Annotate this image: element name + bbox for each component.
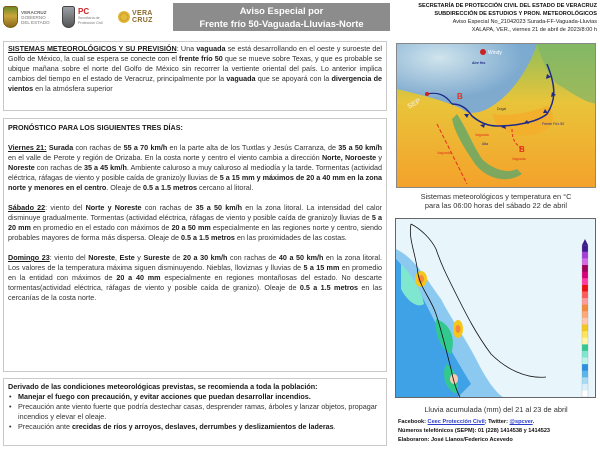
highlight: 40 a 50 km/h	[278, 253, 324, 262]
colorbar-swatch	[582, 384, 588, 391]
logo-vc-word1: VERA	[132, 10, 153, 17]
text: en la parte alta de los Tuxtlas y Jesús Carranza, de	[167, 143, 339, 152]
rainfall-map	[395, 218, 596, 398]
map-label: Aire frío	[472, 61, 486, 65]
day-label: Viernes 21:	[8, 143, 47, 152]
highlight: Norte y Noreste	[85, 203, 142, 212]
agency-notice-number: Aviso Especial No_21042023 Surada-FF-Vaguada-Lluvias	[452, 19, 597, 25]
colorbar-swatch	[582, 285, 588, 292]
text: .	[333, 422, 336, 431]
systems-panel	[3, 41, 387, 111]
twitter-label: ; Twitter:	[484, 419, 510, 425]
systems-heading: SISTEMAS METEOROLÓGICOS Y SU PREVISIÓN	[8, 44, 177, 53]
text: en la zona litoral. Los valores de la temperatura máxima siguen disminuyendo. Nieblas, lloviznas y lluvias de	[8, 253, 382, 272]
text: . Ambiente caluroso a muy caluroso al mediodía y la tarde. Tormentas (actividad eléctrica, ráfagas de viento y posible caída de granizo)y lluvias de	[8, 163, 382, 182]
low-pressure-label: B	[457, 92, 463, 101]
colorbar-swatch	[582, 377, 588, 384]
highlight: Noreste	[8, 163, 35, 172]
text: en las proximidades de las costas.	[234, 233, 347, 242]
logo-proteccion-civil	[62, 4, 103, 30]
text: en la zona litoral. La intensidad del calor disminuye gradualmente. Tormentas (actividad eléctrica, ráfagas de viento y posible caída de granizo)y lluvias de	[8, 203, 382, 222]
colorbar-swatch	[582, 351, 588, 358]
colorbar-swatch	[582, 324, 588, 331]
logo-veracruz-text	[132, 10, 153, 24]
colorbar-swatch	[582, 245, 588, 252]
logo-gob-line1: VERACRUZ	[21, 9, 47, 15]
text: especialmente en las regiones norte y centro, siendo probables mayores de forma más dispersa. Oleaje de	[8, 223, 383, 242]
facebook-link[interactable]: Ceec Protección Civil	[427, 419, 485, 425]
windy-brand: Windy	[488, 50, 502, 56]
sun-emblem-icon	[118, 11, 130, 23]
forecast-saturday	[8, 203, 382, 243]
highlight: 35 a 50 km/h	[195, 203, 242, 212]
map-label: Vaguada	[437, 151, 451, 155]
logo-veracruz	[118, 4, 153, 30]
logo-gob-line3: DEL ESTADO	[21, 19, 50, 25]
map-label: Frente Frío 50	[542, 122, 565, 126]
forecast-sunday	[8, 253, 382, 303]
highlight: 0.5 a 1.5 metros	[180, 233, 235, 242]
text: con rachas de	[227, 253, 279, 262]
highlight: crecidas de ríos y arroyos, deslaves, derrumbes y deslizamientos de laderas	[71, 422, 334, 431]
text: . Oleaje de	[106, 183, 144, 192]
highlight: Sureste	[143, 253, 170, 262]
logo-pc-text	[78, 8, 103, 26]
highlight: Este	[119, 253, 135, 262]
agency-info	[398, 2, 597, 34]
day-label: Sábado 22	[8, 203, 46, 212]
forecast-panel	[3, 118, 387, 372]
highlight: 35 a 50 km/h	[338, 143, 382, 152]
map-label: Alta	[482, 142, 489, 146]
colorbar-swatch	[582, 338, 588, 345]
colorbar-swatch	[582, 364, 588, 371]
highlight: 5 a 20 mm	[8, 213, 382, 232]
rainfall-map-caption: Lluvia acumulada (mm) del 21 al 23 de abril	[424, 405, 568, 414]
highlight: 20 a 40 mm	[116, 273, 161, 282]
colorbar-swatch	[582, 304, 588, 311]
recommendation-item	[8, 422, 382, 432]
text: especialmente en regiones montañosas del estado. No descarte tormentas(actividad eléctrica, ráfagas de viento y posible caída de granizo). Oleaje de	[8, 273, 383, 292]
text: con rachas de	[34, 163, 85, 172]
veracruz-shield-icon	[3, 6, 18, 28]
text: con rachas de	[141, 203, 196, 212]
forecast-friday	[8, 143, 382, 193]
highlight: Noreste	[88, 253, 115, 262]
text: en promedio en el estado con máximos de	[30, 223, 172, 232]
map-label: Vaguada	[512, 157, 526, 161]
highlight: 5 a 15 mm y máximos de 20 a 40 mm en la zona norte y menores en el centro	[8, 173, 382, 192]
recommendation-text: Precaución ante	[18, 422, 72, 431]
weather-map-svg	[397, 44, 596, 188]
highlight: 20 a 30 km/h	[182, 253, 228, 262]
text: de	[169, 253, 183, 262]
logo-pc-abbr: PC	[78, 7, 90, 16]
highlight: frente frío 50	[179, 54, 223, 63]
agency-line2: SUBDIRECCIÓN DE ESTUDIOS Y PRON. METEOROLÓGICOS	[434, 11, 597, 17]
logo-gobierno-veracruz	[3, 4, 50, 30]
windy-logo-icon	[480, 49, 486, 55]
text: y	[134, 253, 144, 262]
rain-max-orange	[456, 325, 461, 333]
text: en la atmósfera superior	[33, 84, 113, 93]
highlight: Norte, Noroeste	[321, 153, 377, 162]
text: : viento del	[49, 253, 89, 262]
text: y	[376, 153, 383, 162]
text: en promedio en la entidad con máximos de	[8, 263, 383, 282]
text: cercano al litoral.	[196, 183, 254, 192]
caption-line2: para las 06:00 horas del sábado 22 de abril	[424, 201, 568, 210]
logo-gob-line2: GOBIERNO	[21, 14, 46, 20]
logo-vc-word2: CRUZ	[132, 17, 153, 24]
contact-footer	[398, 418, 598, 445]
twitter-link[interactable]: @spcver	[509, 419, 533, 425]
page-title	[173, 3, 390, 31]
low-pressure-label: B	[519, 145, 525, 154]
colorbar-swatch	[582, 271, 588, 278]
recommendations-panel	[3, 378, 387, 446]
colorbar-swatch	[582, 258, 588, 265]
header	[0, 0, 600, 40]
recommendation-text: Manejar el fuego con precaución, y evitar acciones que puedan desarrollar incendios.	[18, 392, 311, 401]
highlight: 0.5 a 1.5 metros	[143, 183, 197, 192]
colorbar-swatch	[582, 371, 588, 378]
highlight: 35 a 45 km/h	[84, 163, 127, 172]
colorbar-swatch	[582, 331, 588, 338]
weather-map-caption	[392, 192, 600, 210]
phone-numbers: Números telefónicos (SEPM): 01 (228) 1414538 y 1414523	[398, 428, 551, 434]
map-label: Vaguada	[475, 133, 489, 137]
colorbar-swatch	[582, 252, 588, 259]
colorbar-swatch	[582, 298, 588, 305]
logo-pc-line2: Protección Civil	[78, 21, 103, 25]
colorbar-swatch	[582, 318, 588, 325]
colorbar-swatch	[582, 390, 588, 397]
highlight: 20 a 50 mm	[171, 223, 211, 232]
highlight: 0.5 a 1.5 metros	[299, 283, 359, 292]
text: .	[532, 419, 535, 425]
forecast-heading-text: PRONÓSTICO PARA LOS SIGUIENTES TRES DÍAS:	[8, 123, 183, 132]
agency-line1: SECRETARÍA DE PROTECCIÓN CIVIL DEL ESTADO DE VERACRUZ	[418, 3, 597, 9]
highlight: 55 a 70 km/h	[123, 143, 168, 152]
colorbar-swatch	[582, 265, 588, 272]
text: que se mueve sobre Texas, y que es probable se ubique mañana sobre el norte del Golfo de México sin recorrer la vertiente oriental del país. Lo anterior implica cambios del tiempo en el estado de Veracruz, principalmente por la	[8, 54, 382, 83]
text: : Una	[176, 44, 197, 53]
recommendations-heading	[8, 382, 382, 392]
recommendation-text: Precaución ante viento fuerte que podría destechar casas, desprender ramas, árboles y lanzar objetos, propagar incendios y elevar el oleaje.	[18, 402, 378, 421]
social-line	[398, 418, 598, 427]
caption-line1: Sistemas meteorológicos y temperatura en °C	[420, 192, 572, 201]
systems-paragraph	[8, 44, 382, 94]
highlight: 5 a 15 mm	[303, 263, 340, 272]
day-label: Domingo 23	[8, 253, 50, 262]
text: en las cercanías de la costa norte.	[8, 283, 382, 302]
text: : viento del	[45, 203, 86, 212]
facebook-label: Facebook:	[398, 419, 428, 425]
highlight: Surada	[46, 143, 74, 152]
text: se está desarrollando en el oeste y suroeste del Golfo de México, la cual se espera se conecte con el	[8, 44, 382, 63]
title-line2: Frente frío 50-Vaguada-Lluvias-Norte	[199, 18, 364, 29]
forecast-heading	[8, 123, 382, 133]
colorbar-swatch	[582, 344, 588, 351]
rain-colorbar	[582, 245, 588, 397]
pc-shield-icon	[62, 6, 75, 28]
recommendation-item	[8, 402, 382, 422]
map-label: Dogal	[497, 107, 507, 111]
colorbar-swatch	[582, 278, 588, 285]
colorbar-swatch	[582, 357, 588, 364]
authors: Elaboraron: José Llanos/Federico Acevedo	[398, 437, 513, 443]
highlight: vaguada	[226, 74, 256, 83]
logo-gobierno-text	[21, 10, 50, 25]
highlight: divergencia de vientos	[8, 74, 382, 93]
sep-watermark: SEP	[406, 97, 423, 111]
recommendations-heading-text: Derivado de las condiciones meteorológicas previstas, se recomienda a toda la población:	[8, 382, 318, 391]
rainfall-map-svg	[396, 219, 596, 398]
highlight: vaguada	[196, 44, 226, 53]
logo-pc-line1: Secretaría de	[78, 16, 100, 20]
text: en el valle de Perote y región de Orizaba. En la costa norte y centro el viento cambia a dirección	[8, 153, 322, 162]
recommendations-list	[8, 392, 382, 432]
title-line1: Aviso Especial por	[239, 5, 324, 16]
weather-systems-map	[396, 43, 596, 188]
colorbar-swatch	[582, 291, 588, 298]
front-endpoint	[425, 92, 429, 96]
recommendation-item	[8, 392, 382, 402]
agency-date: XALAPA, VER., viernes 21 de abril de 2023/8:00 h	[471, 27, 597, 33]
text: ,	[114, 253, 120, 262]
text: con rachas de	[73, 143, 124, 152]
colorbar-swatch	[582, 311, 588, 318]
text: que se apoyará con la	[255, 74, 332, 83]
